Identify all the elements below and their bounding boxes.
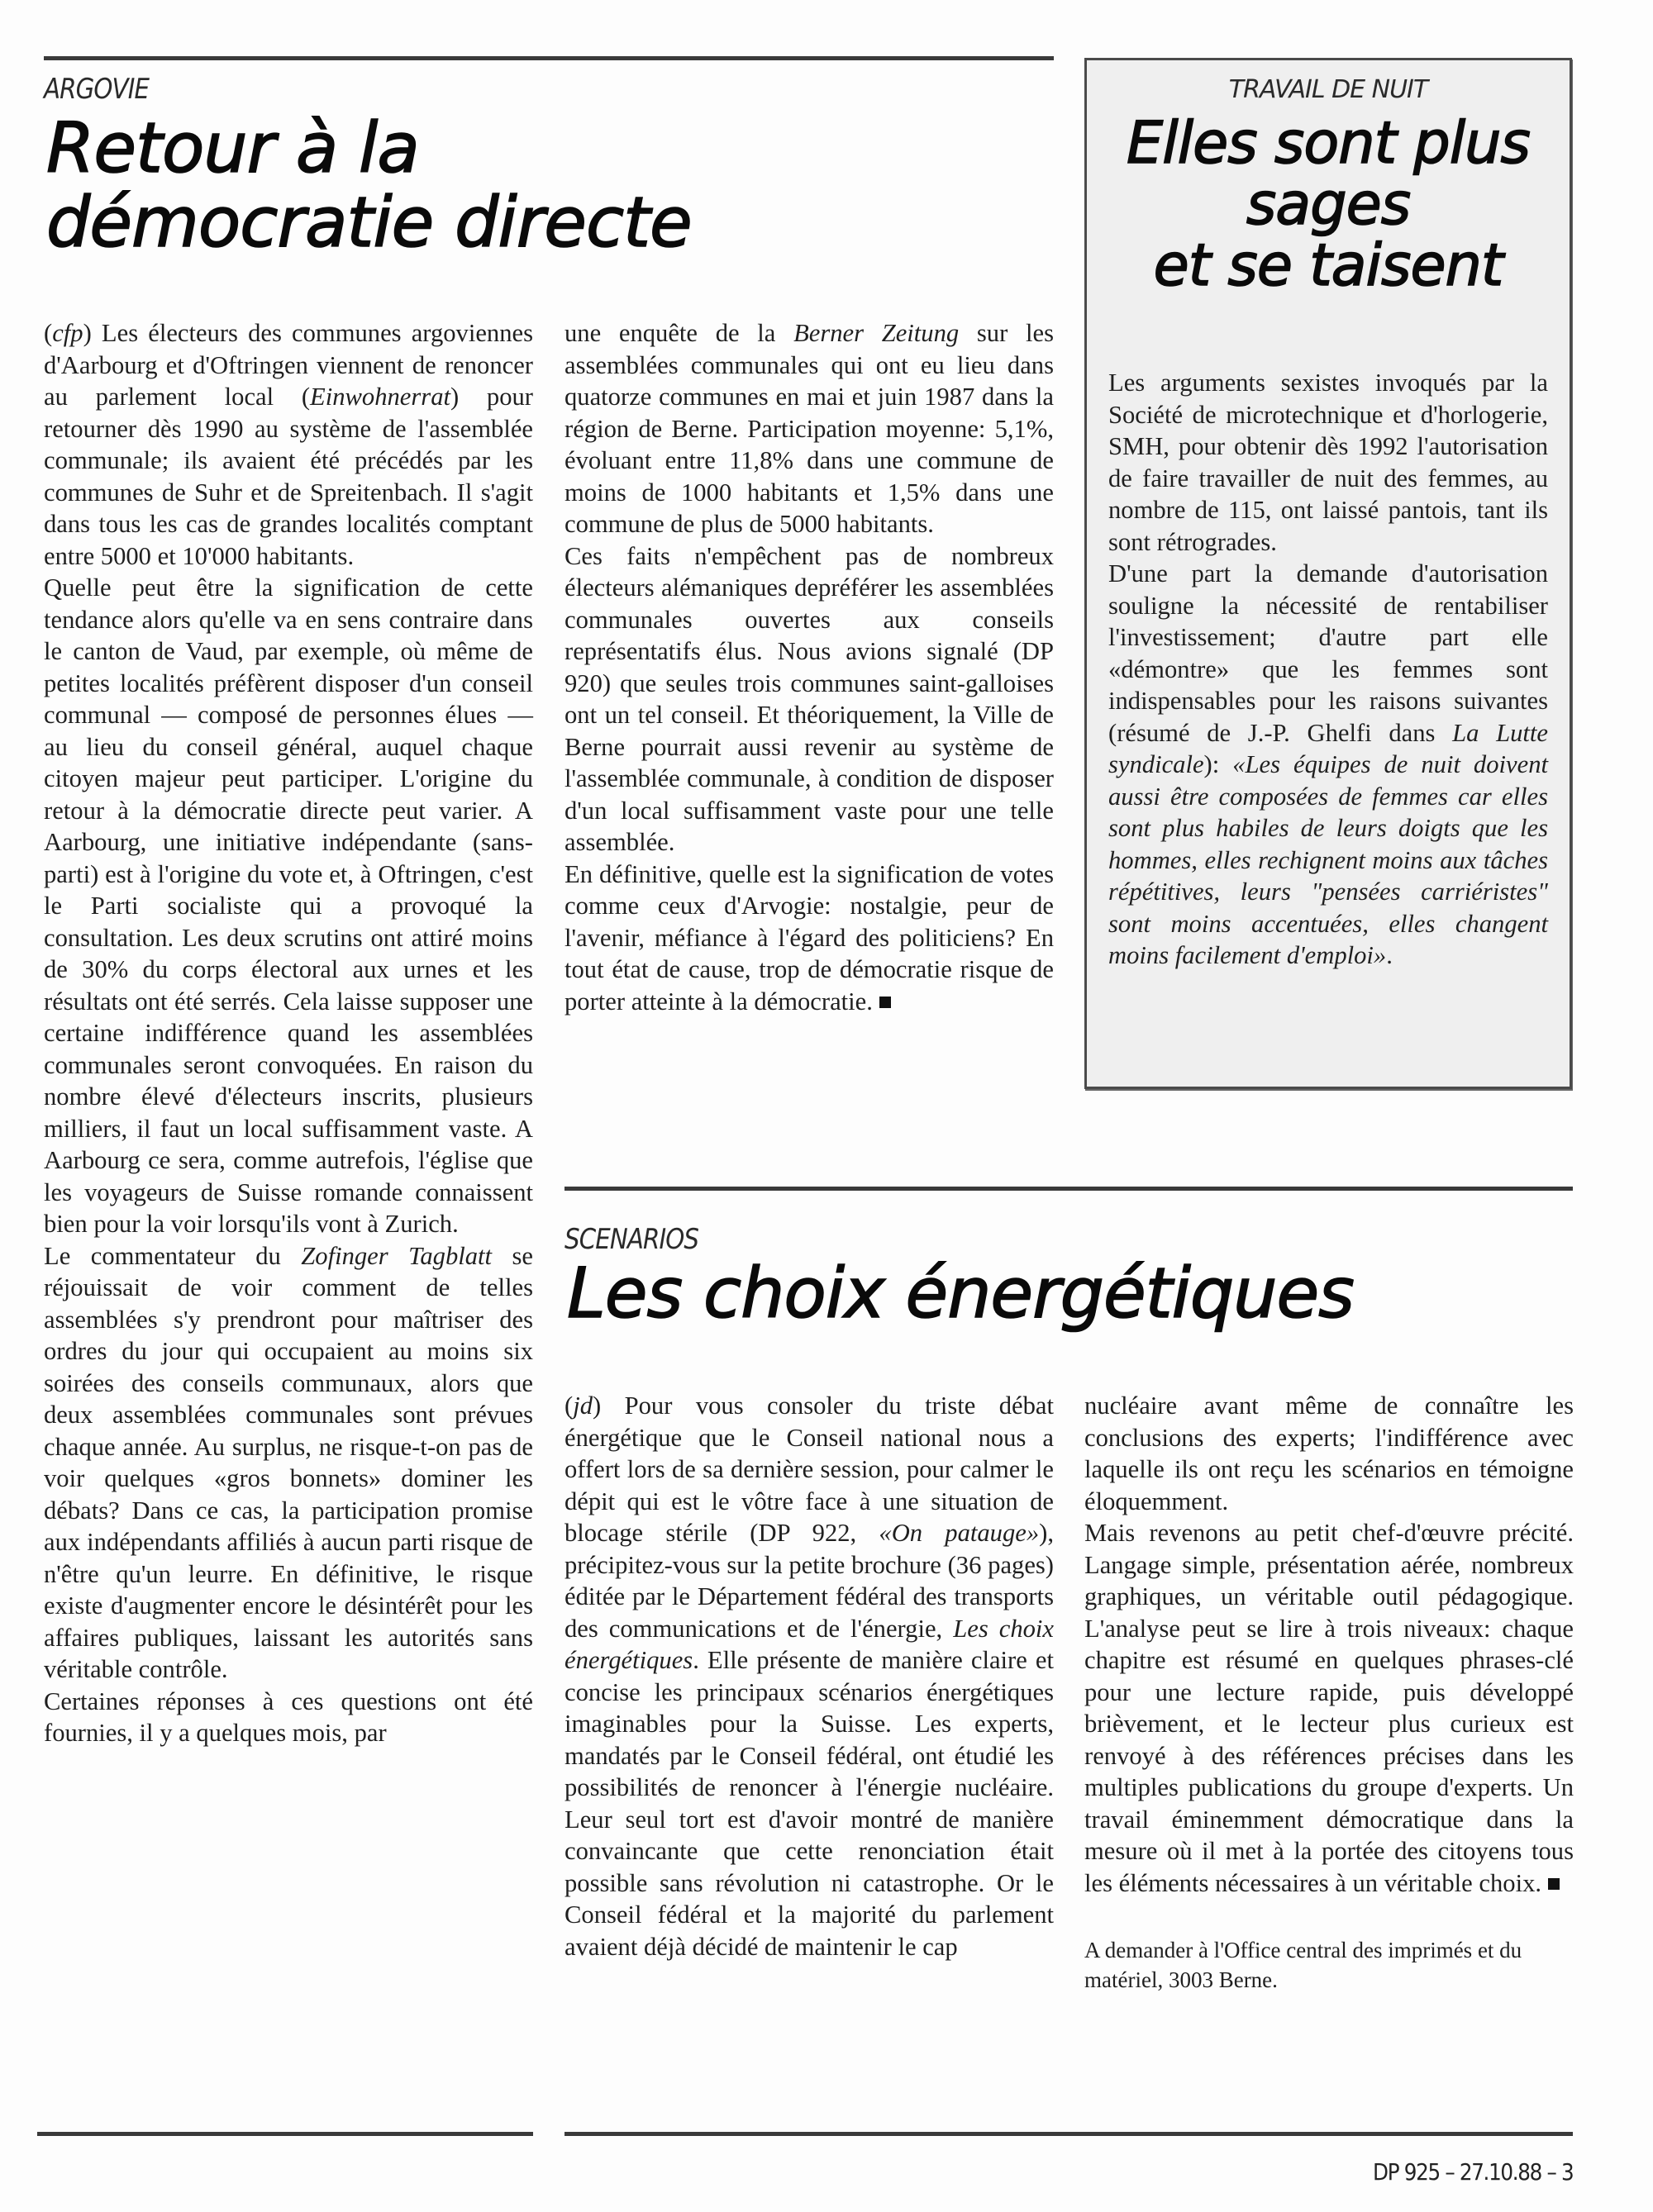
article1-kicker: ARGOVIE: [44, 73, 150, 106]
byline: jd: [573, 1391, 593, 1420]
article2-top-rule: [564, 1187, 1573, 1191]
sidebar-headline-line1: Elles sont plus: [1127, 109, 1530, 177]
article2-column2: [1084, 1390, 1574, 1995]
article1-top-rule: [44, 56, 1054, 60]
sidebar-paragraph2: D'une part la demande d'autorisation souligne la nécessité de rentabiliser l'investissement; d'autre part elle «démontre» que les femmes sont indispensables pour les raisons suivantes (résumé de J.-P. Ghelfi dans La Lutte syndicale): «Les équipes de nuit doivent aussi être composées de femmes car elles sont plus habiles de leurs doigts que les hommes, elles rechignent moins aux tâches répétitives, leurs "pensées carriéristes" sont moins accentuées, elles changent moins facilement d'emploi».: [1108, 559, 1548, 969]
article1-paragraph6: Ces faits n'empêchent pas de nombreux électeurs alémaniques depréférer les assemblées communales ouvertes aux conseils représentatifs élus. Nous avions signalé (DP 920) que seules trois communes saint-galloises ont un tel conseil. Et théoriquement, la Ville de Berne pourrait aussi revenir au système de l'assemblée communale, à condition de disposer d'un local suffisamment vaste pour une telle assemblée.: [564, 541, 1054, 856]
article2-kicker: SCENARIOS: [564, 1223, 699, 1256]
article2-headline: Les choix énergétiques: [567, 1253, 1354, 1334]
end-of-article-mark: [1548, 1878, 1560, 1890]
bottom-rule-right: [564, 2132, 1573, 2136]
article1-paragraph3: Le commentateur du Zofinger Tagblatt se réjouissait de voir comment de telles assemblées s'y prendront pour maîtriser des ordres du jour qui occupaient au moins six soirées des conseils communaux, alors que deux assemblées communales sont prévues chaque année. Au surplus, ne risque-t-on pas de voir quelques «gros bonnets» dominer les débats? Dans ce cas, la participation promise aux indépendants affiliés à aucun parti risque de n'être qu'un leurre. En définitive, le risque existe d'augmenter encore le désintérêt pour les affaires publiques, laissant les autorités sans véritable contrôle.: [44, 1241, 534, 1683]
article1-paragraph2: Quelle peut être la signification de cette tendance alors qu'elle va en sens contraire dans le canton de Vaud, par exemple, où même de petites localités préfèrent disposer d'un conseil communal — composé de personnes élues — au lieu du conseil général, auquel chaque citoyen majeur peut participer. L'origine du retour à la démocratie directe peut varier. A Aarbourg, une initiative indépendante (sans-parti) est à l'origine du vote et, à Oftringen, c'est le Parti socialiste qui a provoqué la consultation. Les deux scrutins ont attiré moins de 30% du corps électoral aux urnes et les résultats ont été serrés. Cela laisse supposer une certaine indifférence quand les assemblées communales seront convoquées. En raison du nombre élevé d'électeurs inscrits, plusieurs milliers, il faut un local suffisamment vaste. A Aarbourg ce sera, comme autrefois, l'église que les voyageurs de Suisse romande connaissent bien pour la voir lorsqu'ils vont à Zurich.: [44, 573, 533, 1238]
article1-headline: [46, 107, 692, 263]
article1-headline-line1: Retour à la: [46, 107, 419, 188]
sidebar-headline-line3: et se taisent: [1153, 231, 1503, 299]
article1-paragraph1: (cfp) Les électeurs des communes argoviennes d'Aarbourg et d'Oftringen viennent de renoncer au parlement local (Einwohnerrat) pour retourner dès 1990 au système de l'assemblée communale; ils avaient été précédés par les communes de Suhr et de Spreitenbach. Il s'agit dans tous les cas de grandes localités comptant entre 5000 et 10'000 habitants.: [44, 319, 533, 570]
bottom-rule-left: [37, 2132, 533, 2136]
sidebar-headline: [1087, 109, 1570, 299]
sidebar-headline-line2: sages: [1246, 170, 1411, 238]
sidebar-quote: «Les équipes de nuit doivent aussi être composées de femmes car elles sont plus habiles de leurs doigts que les hommes, elles rechignent moins aux tâches répétitives, leurs "pensées carriéristes" sont moins accentuées, elles changent moins facilement d'emploi»: [1108, 750, 1548, 969]
article1-column2: [564, 317, 1054, 1017]
page-footer-issue: DP 925 – 27.10.88 – 3: [1372, 2158, 1573, 2186]
article2-column1: [564, 1390, 1054, 1962]
sidebar-kicker: TRAVAIL DE NUIT: [1228, 75, 1428, 104]
article2-paragraph1: (jd) Pour vous consoler du triste débat énergétique que le Conseil national nous a offert lors de sa dernière session, pour calmer le dépit qui est le vôtre face à une situation de blocage stérile (DP 922, «On patauge»), précipitez-vous sur la petite brochure (36 pages) éditée par le Département fédéral des transports des communications et de l'énergie, Les choix énergétiques. Elle présente de manière claire et concise les principaux scénarios énergétiques imaginables pour la Suisse. Les experts, mandatés par le Conseil fédéral, ont étudié les possibilités de renoncer à l'énergie nucléaire. Leur seul tort est d'avoir montré de manière convaincante que cette renonciation était possible sans révolution ni catastrophe. Or le Conseil fédéral et la majorité du parlement avaient déjà décidé de maintenir le cap: [564, 1391, 1054, 1961]
article1-column1: [44, 317, 533, 1749]
article2-ordering-note: A demander à l'Office central des imprimés et du matériel, 3003 Berne.: [1084, 1938, 1522, 1992]
end-of-article-mark: [879, 997, 891, 1008]
article1-headline-line2: démocratie directe: [46, 182, 692, 263]
article1-paragraph5: une enquête de la Berner Zeitung sur les assemblées communales qui ont eu lieu dans quatorze communes en mai et juin 1987 dans la région de Berne. Participation moyenne: 5,1%, évoluant entre 11,8% dans une commune de moins de 1000 habitants et 1,5% dans une commune de plus de 5000 habitants.: [564, 319, 1054, 538]
article1-paragraph7: En définitive, quelle est la signification de votes comme ceux d'Arvogie: nostalgie, peur de l'avenir, méfiance à l'égard des politiciens? En tout état de cause, trop de démocratie risque de porter atteinte à la démocratie.: [564, 859, 1054, 1016]
article2-paragraph3: Mais revenons au petit chef-d'œuvre précité. Langage simple, présentation aérée, nombreux graphiques, un véritable outil pédagogique. L'analyse peut se lire à trois niveaux: chaque chapitre est résumé en quelques phrases-clé pour une lecture rapide, puis développé brièvement, et le lecteur plus curieux est renvoyé à des références précises dans les multiples publications du groupe d'experts. Un travail éminemment démocratique dans la mesure où il met à la portée des citoyens tous les éléments nécessaires à un véritable choix.: [1084, 1519, 1574, 1897]
byline: cfp: [52, 319, 83, 347]
article2-paragraph2: nucléaire avant même de connaître les conclusions des experts; l'indifférence avec laquelle ils ont reçu les scénarios en témoigne éloquemment.: [1084, 1391, 1574, 1515]
sidebar-box: [1084, 58, 1572, 1089]
article1-paragraph4: Certaines réponses à ces questions ont été fournies, il y a quelques mois, par: [44, 1686, 533, 1747]
sidebar-body: [1108, 367, 1548, 972]
sidebar-paragraph1: Les arguments sexistes invoqués par la Société de microtechnique et d'horlogerie, SMH, pour obtenir dès 1992 l'autorisation de faire travailler de nuit des femmes, au nombre de 115, ont laissé pantois, tant ils sont rétrogrades.: [1108, 369, 1548, 556]
